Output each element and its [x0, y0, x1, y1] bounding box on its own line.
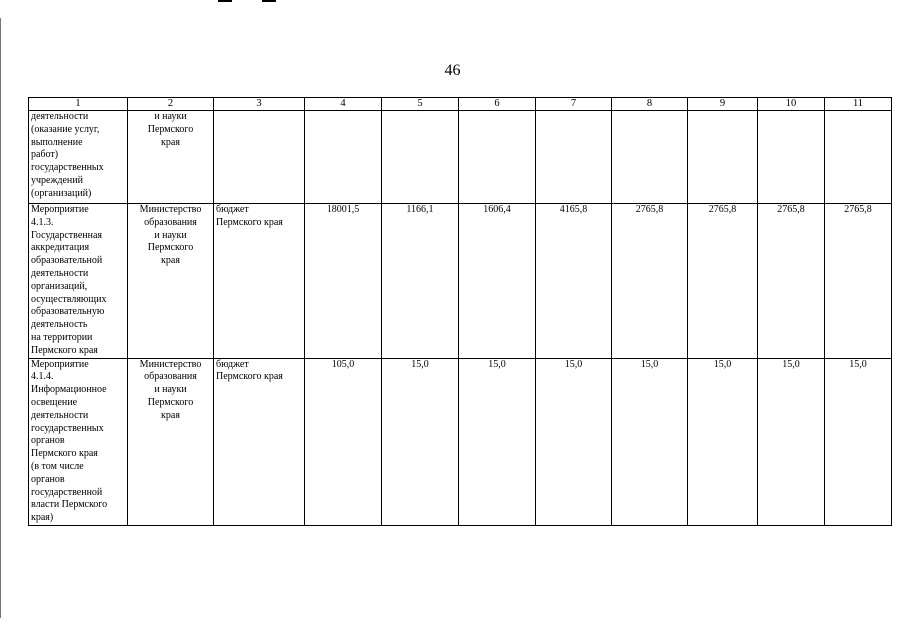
value-cell: 15,0	[382, 358, 459, 525]
top-edge-mark-right	[262, 0, 276, 2]
budget-table	[28, 97, 892, 526]
funding-source-cell	[214, 111, 305, 204]
value-cell	[305, 111, 382, 204]
top-edge-mark-left	[218, 0, 232, 2]
column-number-10: 10	[758, 98, 825, 111]
column-number-4: 4	[305, 98, 382, 111]
page-left-edge	[0, 18, 1, 618]
value-cell: 15,0	[612, 358, 688, 525]
value-cell: 15,0	[758, 358, 825, 525]
value-cell	[688, 111, 758, 204]
value-cell: 15,0	[459, 358, 536, 525]
funding-source: бюджет Пермского края	[216, 358, 283, 383]
column-number-11: 11	[825, 98, 892, 111]
value-cell: 18001,5	[305, 204, 382, 359]
column-number-1: 1	[29, 98, 128, 111]
value-cell: 15,0	[688, 358, 758, 525]
executor-name: и науки Пермского края	[147, 111, 194, 148]
funding-source-cell	[214, 358, 305, 525]
column-number-3: 3	[214, 98, 305, 111]
column-number-6: 6	[459, 98, 536, 111]
value-cell	[382, 111, 459, 204]
funding-source-cell	[214, 204, 305, 359]
measure-name-cell	[29, 358, 128, 525]
table-row	[29, 358, 892, 525]
value-cell	[459, 111, 536, 204]
column-number-9: 9	[688, 98, 758, 111]
table-row	[29, 204, 892, 359]
value-cell: 15,0	[536, 358, 612, 525]
value-cell: 2765,8	[612, 204, 688, 359]
value-cell	[758, 111, 825, 204]
measure-name-cell	[29, 204, 128, 359]
column-number-8: 8	[612, 98, 688, 111]
value-cell	[825, 111, 892, 204]
value-cell: 105,0	[305, 358, 382, 525]
measure-name: Мероприятие 4.1.3. Государственная аккредитация образовательной деятельности организаций, осуществляющих образовательную деятельность на территории Пермского края	[31, 204, 107, 356]
table-row	[29, 111, 892, 204]
value-cell: 2765,8	[688, 204, 758, 359]
value-cell: 2765,8	[758, 204, 825, 359]
value-cell	[612, 111, 688, 204]
page-number: 46	[444, 62, 461, 79]
funding-source: бюджет Пермского края	[216, 204, 283, 228]
measure-name-cell	[29, 111, 128, 204]
column-number-2: 2	[128, 98, 214, 111]
column-number-7: 7	[536, 98, 612, 111]
measure-name: деятельности (оказание услуг, выполнение работ) государственных учреждений (организаций)	[31, 111, 104, 199]
value-cell: 4165,8	[536, 204, 612, 359]
executor-cell	[128, 358, 214, 525]
executor-name: Министерство образования и науки Пермского края	[139, 204, 202, 267]
column-number-5: 5	[382, 98, 459, 111]
executor-cell	[128, 111, 214, 204]
value-cell: 1606,4	[459, 204, 536, 359]
table-header-row	[29, 98, 892, 111]
measure-name: Мероприятие 4.1.4. Информационное освещение деятельности государственных органов Пермского края (в том числе органов государственной власти Пермского края)	[31, 358, 108, 524]
value-cell	[536, 111, 612, 204]
executor-cell	[128, 204, 214, 359]
value-cell: 15,0	[825, 358, 892, 525]
executor-name: Министерство образования и науки Пермского края	[139, 358, 202, 421]
value-cell: 1166,1	[382, 204, 459, 359]
value-cell: 2765,8	[825, 204, 892, 359]
